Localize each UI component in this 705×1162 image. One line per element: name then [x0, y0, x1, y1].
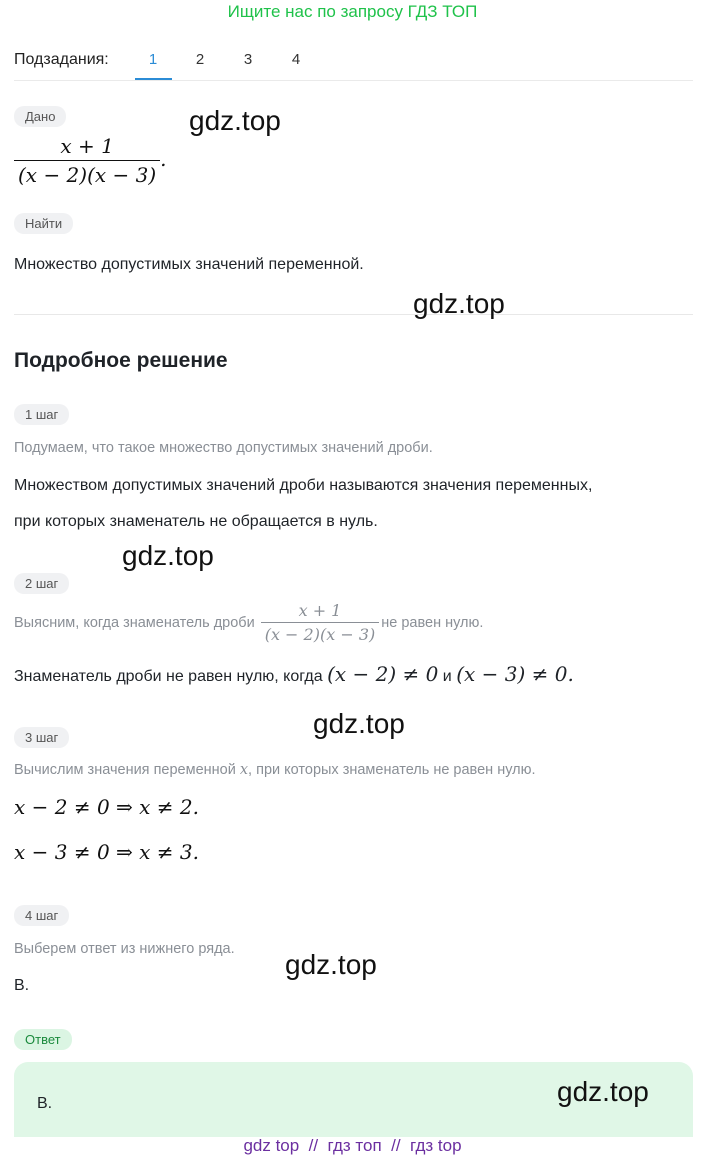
step3-hint-var: x: [239, 762, 249, 778]
step1-line1: Множеством допустимых значений дроби называются значения переменных,: [14, 477, 593, 494]
step3-eq1: x − 2 ≠ 0 ⇒ x ≠ 2.: [14, 795, 199, 819]
watermark: gdz.top: [122, 540, 214, 571]
step4-tag: 4 шаг: [14, 905, 69, 926]
step3-eq2: x − 3 ≠ 0 ⇒ x ≠ 3.: [14, 840, 199, 864]
find-tag: Найти: [14, 213, 73, 234]
answer-tag: Ответ: [14, 1029, 72, 1050]
step3-hint: [14, 762, 536, 778]
step1-tag: 1 шаг: [14, 404, 69, 425]
watermark: gdz.top: [313, 708, 405, 739]
step2-statement: [14, 662, 574, 686]
step3-tag: 3 шаг: [14, 727, 69, 748]
watermark: gdz.top: [189, 105, 281, 136]
step2-fraction: [261, 601, 380, 644]
tabs-divider: [14, 80, 693, 81]
step1-line2: при которых знаменатель не обращается в нуль.: [14, 513, 378, 530]
watermark: gdz.top: [285, 949, 377, 980]
given-expression: [14, 134, 167, 187]
step2-hint-after: не равен нулю.: [381, 614, 484, 631]
step2-text-before: Знаменатель дроби не равен нулю, когда: [14, 668, 323, 685]
tab-subtask-1[interactable]: 1: [148, 51, 158, 68]
tab-subtask-2[interactable]: 2: [195, 51, 205, 68]
tab-subtask-4[interactable]: 4: [291, 51, 301, 68]
find-text: Множество допустимых значений переменной.: [14, 256, 364, 273]
step2-hint-before: Выясним, когда знаменатель дроби: [14, 614, 255, 631]
given-period: .: [160, 147, 167, 171]
tab-subtask-3[interactable]: 3: [243, 51, 253, 68]
step2-denominator: (x − 2)(x − 3): [261, 622, 380, 644]
step4-text: В.: [14, 977, 30, 994]
step2-expr1: (x − 2) ≠ 0: [327, 662, 439, 686]
section-divider: [14, 314, 693, 315]
step1-hint: Подумаем, что такое множество допустимых значений дроби.: [14, 440, 433, 456]
step4-hint: Выберем ответ из нижнего ряда.: [14, 941, 235, 957]
footer-links[interactable]: gdz top // гдз топ // гдз top: [243, 1136, 462, 1155]
given-tag: Дано: [14, 106, 66, 127]
step3-hint-after: , при которых знаменатель не равен нулю.: [248, 762, 536, 778]
watermark: gdz.top: [557, 1076, 649, 1107]
step2-conj: и: [442, 668, 452, 685]
step2-expr2: (x − 3) ≠ 0.: [456, 662, 574, 686]
step2-tag: 2 шаг: [14, 573, 69, 594]
answer-text: В.: [37, 1095, 53, 1112]
step2-hint: [14, 601, 483, 644]
solution-title: Подробное решение: [14, 349, 228, 372]
given-numerator: x + 1: [60, 134, 114, 158]
subtasks-label: Подзадания:: [14, 51, 109, 68]
step3-hint-before: Вычислим значения переменной: [14, 762, 236, 778]
step2-numerator: x + 1: [298, 601, 342, 620]
promo-banner[interactable]: Ищите нас по запросу ГДЗ ТОП: [227, 2, 478, 21]
given-denominator: (x − 2)(x − 3): [14, 160, 160, 187]
watermark: gdz.top: [413, 288, 505, 319]
